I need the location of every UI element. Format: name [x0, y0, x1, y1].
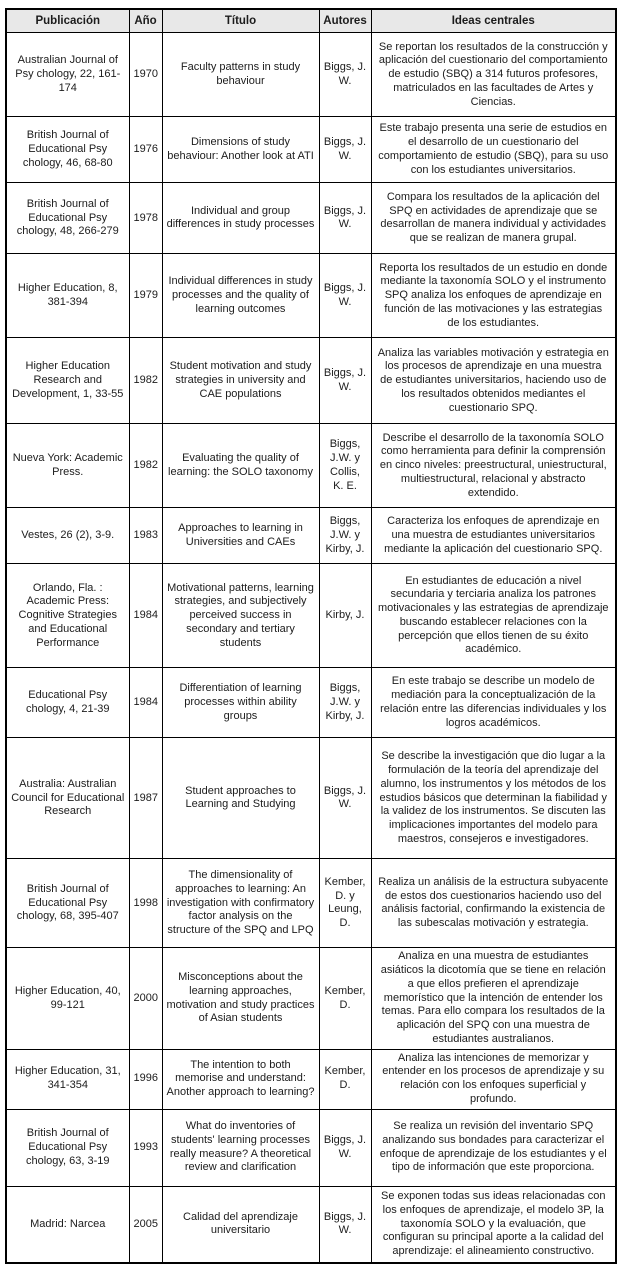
cell-publicacion: Higher Education Research and Development, 1, 33-55 [6, 338, 129, 424]
cell-titulo: Faculty patterns in study behaviour [162, 33, 319, 117]
cell-ideas-centrales: Reporta los resultados de un estudio en donde mediante la taxonomía SOLO y el instrumento SPQ analiza los enfoques de aprendizaje en función de las motivaciones y las estrategias de los estudiantes. [371, 254, 616, 338]
cell-ano: 1970 [129, 33, 162, 117]
cell-autores: Kember, D. [319, 1049, 371, 1109]
cell-autores: Biggs, J. W. [319, 117, 371, 183]
column-header-autores: Autores [319, 9, 371, 33]
cell-ideas-centrales: En estudiantes de educación a nivel secundaria y terciaria analiza los patrones motivacionales y las estrategias de aprendizaje buscando establecer relaciones con la percepción que ellos tienen de su éxito académico. [371, 564, 616, 668]
cell-ideas-centrales: Describe el desarrollo de la taxonomía SOLO como herramienta para definir la comprensión en cinco niveles: preestructural, uniestructural, multiestructural, relacional y abstracto extendido. [371, 424, 616, 508]
cell-publicacion: British Journal of Educational Psy chology, 63, 3-19 [6, 1109, 129, 1186]
cell-autores: Biggs, J. W. [319, 1186, 371, 1263]
cell-publicacion: Nueva York: Academic Press. [6, 424, 129, 508]
table-row [6, 668, 616, 738]
cell-titulo: Evaluating the quality of learning: the SOLO taxonomy [162, 424, 319, 508]
cell-ano: 1987 [129, 738, 162, 859]
cell-publicacion: British Journal of Educational Psy chology, 68, 395-407 [6, 859, 129, 948]
cell-ideas-centrales: Este trabajo presenta una serie de estudios en el desarrollo de un cuestionario del comportamiento de estudio (SBQ), para su uso con los estudiantes universitarios. [371, 117, 616, 183]
column-header-ano: Año [129, 9, 162, 33]
cell-ano: 2000 [129, 948, 162, 1049]
cell-autores: Biggs, J. W. [319, 738, 371, 859]
cell-publicacion: Higher Education, 8, 381-394 [6, 254, 129, 338]
cell-publicacion: Madrid: Narcea [6, 1186, 129, 1263]
column-header-titulo: Título [162, 9, 319, 33]
cell-ideas-centrales: Caracteriza los enfoques de aprendizaje en una muestra de estudiantes universitarios mediante la aplicación del cuestionario SPQ. [371, 508, 616, 564]
table-row [6, 564, 616, 668]
cell-ano: 1976 [129, 117, 162, 183]
cell-autores: Kirby, J. [319, 564, 371, 668]
cell-titulo: Misconceptions about the learning approaches, motivation and study practices of Asian students [162, 948, 319, 1049]
cell-ano: 1979 [129, 254, 162, 338]
cell-publicacion: Australia: Australian Council for Educational Research [6, 738, 129, 859]
cell-ideas-centrales: Se exponen todas sus ideas relacionadas con los enfoques de aprendizaje, el modelo 3P, la taxonomía SOLO y la evaluación, que configuran su principal aporte a la calidad del aprendizaje: el alineamiento constructivo. [371, 1186, 616, 1263]
table-row [6, 424, 616, 508]
cell-ideas-centrales: Analiza en una muestra de estudiantes asiáticos la dicotomía que se tiene en relación a que ellos prefieren el aprendizaje memorístico que la intención de entender los temas. Para ello compara los resultados de la aplicación del SPQ con una muestra de estudiantes australianos. [371, 948, 616, 1049]
cell-publicacion: British Journal of Educational Psy chology, 48, 266-279 [6, 183, 129, 254]
cell-titulo: The intention to both memorise and understand: Another approach to learning? [162, 1049, 319, 1109]
table-row [6, 254, 616, 338]
cell-ideas-centrales: En este trabajo se describe un modelo de mediación para la conceptualización de la relación entre las diferencias individuales y los logros académicos. [371, 668, 616, 738]
table-row [6, 338, 616, 424]
cell-autores: Biggs, J.W. y Collis, K. E. [319, 424, 371, 508]
cell-autores: Biggs, J.W. y Kirby, J. [319, 508, 371, 564]
cell-ideas-centrales: Realiza un análisis de la estructura subyacente de estos dos cuestionarios haciendo uso del análisis factorial, confirmando la existencia de las subescalas motivación y estrategia. [371, 859, 616, 948]
cell-ideas-centrales: Se reportan los resultados de la construcción y aplicación del cuestionario del comportamiento de estudio (SBQ) a 314 futuros profesores, matriculados en las facultades de Artes y Ciencias. [371, 33, 616, 117]
cell-ideas-centrales: Se describe la investigación que dio lugar a la formulación de la teoría del aprendizaje del alumno, los instrumentos y los métodos de los estudios básicos que determinan la fiabilidad y la validez de los instrumentos. Se discuten las implicaciones importantes del modelo para maestros, consejeros e investigadores. [371, 738, 616, 859]
cell-autores: Kember, D. [319, 948, 371, 1049]
table-body [6, 33, 616, 1263]
cell-titulo: The dimensionality of approaches to learning: An investigation with confirmatory factor analysis on the structure of the SPQ and LPQ [162, 859, 319, 948]
cell-ano: 1993 [129, 1109, 162, 1186]
cell-autores: Kember, D. y Leung, D. [319, 859, 371, 948]
cell-ano: 1982 [129, 424, 162, 508]
column-header-publicacion: Publicación [6, 9, 129, 33]
cell-ano: 1984 [129, 668, 162, 738]
table-row [6, 948, 616, 1049]
cell-ano: 1998 [129, 859, 162, 948]
table-row [6, 859, 616, 948]
cell-autores: Biggs, J. W. [319, 183, 371, 254]
table-row [6, 1049, 616, 1109]
cell-titulo: Motivational patterns, learning strategies, and subjectively perceived success in secondary and tertiary students [162, 564, 319, 668]
cell-publicacion: British Journal of Educational Psy chology, 46, 68-80 [6, 117, 129, 183]
cell-publicacion: Educational Psy chology, 4, 21-39 [6, 668, 129, 738]
cell-titulo: Dimensions of study behaviour: Another look at ATI [162, 117, 319, 183]
cell-autores: Biggs, J. W. [319, 338, 371, 424]
table-row [6, 117, 616, 183]
table-row [6, 1186, 616, 1263]
cell-ideas-centrales: Analiza las intenciones de memorizar y entender en los procesos de aprendizaje y su relación con los enfoques superficial y profundo. [371, 1049, 616, 1109]
cell-autores: Biggs, J. W. [319, 254, 371, 338]
table-row [6, 183, 616, 254]
cell-titulo: Individual and group differences in study processes [162, 183, 319, 254]
cell-autores: Biggs, J. W. [319, 33, 371, 117]
cell-ano: 1984 [129, 564, 162, 668]
table-row [6, 508, 616, 564]
cell-titulo: Individual differences in study processes and the quality of learning outcomes [162, 254, 319, 338]
publications-table [5, 8, 617, 1264]
table-row [6, 738, 616, 859]
cell-autores: Biggs, J.W. y Kirby, J. [319, 668, 371, 738]
cell-autores: Biggs, J. W. [319, 1109, 371, 1186]
cell-titulo: What do inventories of students' learning processes really measure? A theoretical review and clarification [162, 1109, 319, 1186]
table-row [6, 33, 616, 117]
cell-ano: 1982 [129, 338, 162, 424]
cell-ano: 1996 [129, 1049, 162, 1109]
cell-publicacion: Australian Journal of Psy chology, 22, 161-174 [6, 33, 129, 117]
cell-publicacion: Higher Education, 40, 99-121 [6, 948, 129, 1049]
cell-ideas-centrales: Compara los resultados de la aplicación del SPQ en actividades de aprendizaje que se desarrollan de manera individual y actividades que se realizan de manera grupal. [371, 183, 616, 254]
cell-titulo: Student motivation and study strategies in university and CAE populations [162, 338, 319, 424]
cell-publicacion: Orlando, Fla. : Academic Press: Cognitive Strategies and Educational Performance [6, 564, 129, 668]
cell-ano: 2005 [129, 1186, 162, 1263]
table-row [6, 1109, 616, 1186]
cell-titulo: Approaches to learning in Universities and CAEs [162, 508, 319, 564]
cell-ideas-centrales: Se realiza un revisión del inventario SPQ analizando sus bondades para caracterizar el enfoque de aprendizaje de los estudiantes y el tipo de información que este proporciona. [371, 1109, 616, 1186]
cell-ideas-centrales: Analiza las variables motivación y estrategia en los procesos de aprendizaje en una muestra de estudiantes universitarios, haciendo uso de los resultados obtenidos mediantes el cuestionario SPQ. [371, 338, 616, 424]
cell-publicacion: Vestes, 26 (2), 3-9. [6, 508, 129, 564]
header-row [6, 9, 616, 33]
cell-publicacion: Higher Education, 31, 341-354 [6, 1049, 129, 1109]
cell-titulo: Calidad del aprendizaje universitario [162, 1186, 319, 1263]
cell-titulo: Student approaches to Learning and Studying [162, 738, 319, 859]
cell-titulo: Differentiation of learning processes within ability groups [162, 668, 319, 738]
cell-ano: 1983 [129, 508, 162, 564]
column-header-ideas-centrales: Ideas centrales [371, 9, 616, 33]
cell-ano: 1978 [129, 183, 162, 254]
